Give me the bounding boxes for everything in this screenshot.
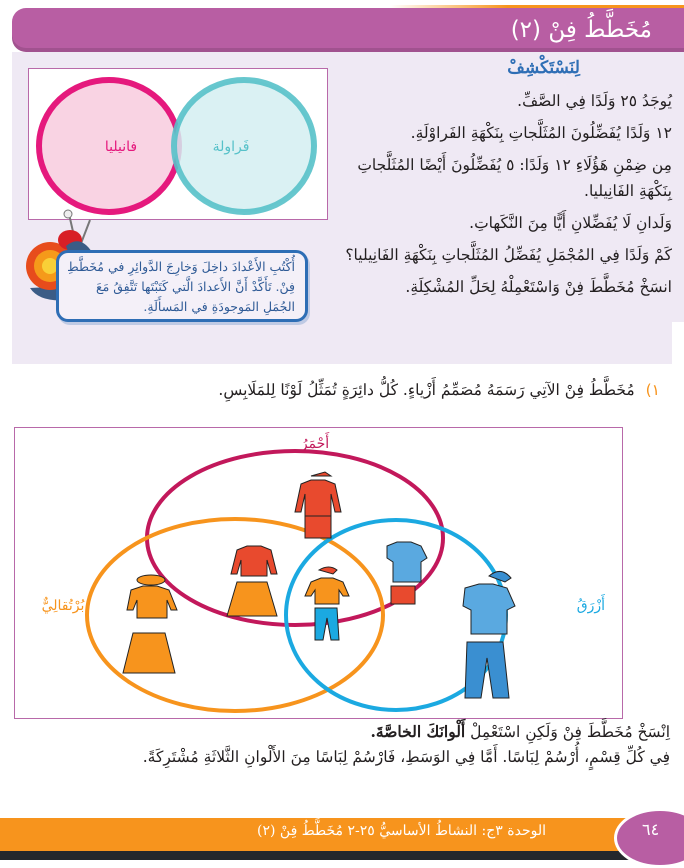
venn-circles: [29, 69, 327, 219]
explore-line: انسَخْ مُخَطَّطَ فِنْ وَاسْتَعْمِلْهُ لِحَلِّ المُشْكِلَةِ.: [405, 278, 672, 296]
flavor-venn-diagram: [28, 68, 328, 220]
footer-bottom-edge: [0, 851, 684, 860]
instruction-line-1: [70, 719, 670, 745]
explore-line: مِن ضِمْنِ هَؤُلَاءِ ١٢ وَلَدًا: ٥ يُفَضِّلُونَ أَيْضًا المُثَلَّجاتِ بِنَكْهَةِ الفَانِيليا.: [357, 156, 672, 200]
red-label: أَحْمَرُ: [300, 436, 330, 452]
question-1: [218, 381, 660, 399]
vanilla-label: فانيليا: [104, 139, 138, 155]
orange-label: بُرْتُقالِيٌّ: [41, 598, 85, 614]
panel-notch: [672, 322, 684, 364]
question-number: ١): [645, 381, 660, 399]
outfit-blue-only-icon: [463, 571, 515, 698]
strawberry-label: فَراولة: [212, 139, 250, 155]
explore-text: [342, 88, 672, 306]
instruction-text: اِنْسَخْ مُخَطَّطَ فِنْ وَلَكِنِ اسْتَعْمِلْ: [465, 723, 670, 741]
clothes-venn-diagram: [14, 427, 623, 719]
question-text: مُخَطَّطُ فِنْ الآتِي رَسَمَهُ مُصَمِّمُ أَزْياءٍ. كُلُّ دائِرَةٍ تُمَثِّلُ لَوْنًا لِلمَلَابِسِ.: [218, 381, 635, 399]
explore-line: وَلَدانِ لَا يُفَضِّلانِ أَيًّا مِنَ النَّكَهاتِ.: [469, 214, 672, 232]
title-bar: [12, 8, 684, 52]
instruction-line-2: فِي كُلِّ قِسْمٍ، أُرْسُمْ لِبَاسًا. أَمَّا فِي الوَسَطِ، فَارْسُمْ لِبَاسًا مِنَ الأَلْوانِ الثَّلاثَةِ مُشْتَرِكَةً.: [142, 748, 670, 766]
hint-text: أُكْتُبِ الأَعْدادَ داخِلَ وَخارِجَ الدَّوائِرِ في مُخَطَّطِ فِنْ. تَأَكَّدْ أَنَّ الأَعدادَ الَّتي كَتَبْتَها تَتَّفِقُ مَعَ الجُمَلِ المَوجودَةِ في المَسأَلَةِ.: [67, 259, 295, 314]
explore-line: ١٢ وَلَدًا يُفَضِّلُونَ المُثَلَّجاتِ بِنَكْهَةِ الفَراوْلَةِ.: [410, 124, 672, 142]
outfit-red-orange-icon: [227, 546, 277, 616]
hint-box: [56, 250, 308, 322]
instructions: [70, 719, 670, 770]
blue-label: أَزْرَقُ: [576, 598, 605, 614]
explore-heading: لِنَسْتَكْشِفْ: [507, 58, 580, 78]
footer-unit-text: الوحدة ٣ج: النشاطُ الأساسيُّ ٢٥-٢ مُخَطَّطُ فِنْ (٢): [257, 823, 546, 839]
outfit-all-three-icon: [305, 567, 349, 640]
page-title: مُخَطَّطُ فِنْ (٢): [510, 17, 652, 43]
outfit-orange-only-icon: [123, 575, 177, 673]
outfit-red-blue-icon: [387, 542, 427, 604]
explore-line: يُوجَدُ ٢٥ وَلَدًا فِي الصَّفِّ.: [517, 92, 672, 110]
clothes-venn-circles: [15, 428, 622, 718]
explore-line: كَمْ وَلَدًا فِي المُجْمَلِ يُفَضِّلُ المُثَلَّجاتِ بِنَكْهَةِ الفَانِيليا؟: [345, 246, 672, 264]
page-number: ٦٤: [642, 820, 660, 839]
instruction-emphasis: أَلْوانَكَ الخاصَّةَ.: [370, 722, 466, 741]
